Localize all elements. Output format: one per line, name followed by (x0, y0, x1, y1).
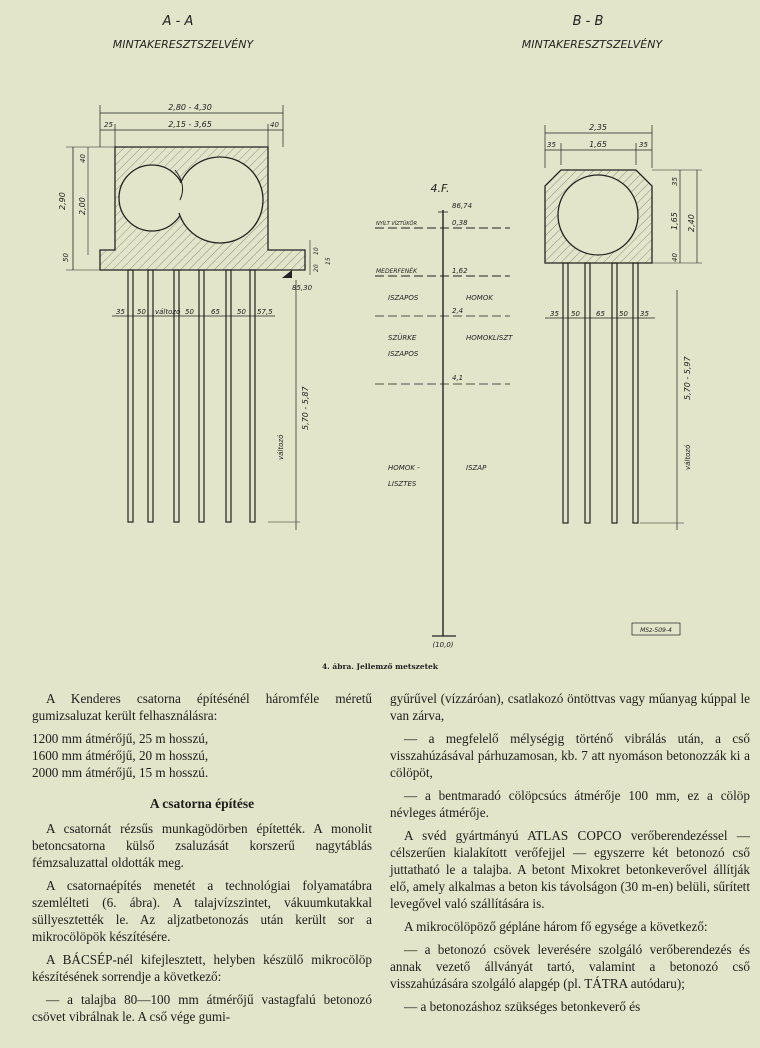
paragraph: A svéd gyártmányú ATLAS COPCO verőberendezéssel — célszerűen kialakított verőfejjel — egyszerre két betonozó cső juttatható le a talajba. A betont Mixokret betonkeverővel állítják elő, amely alkalmas a beton kis távolságon (30 m-en) belüli, sűrített levegővel való szállítására is. (390, 828, 750, 911)
paragraph: — a betonozó csövek leverésére szolgáló verőberendezés és annak vezető állványát tartó, valamint a betonozó cső visszahúzására szolgáló alapgép (pl. TÁTRA autódaru); (390, 942, 750, 991)
right-piles (563, 263, 638, 523)
layer1-right: HOMOK (466, 294, 493, 302)
soil-profile (375, 182, 513, 649)
layer2-left-a: SZÜRKE (388, 334, 417, 342)
figure-caption: 4. ábra. Jellemző metszetek (321, 662, 439, 670)
size-item: 1600 mm átmérőjű, 20 m hosszú, (32, 748, 209, 763)
right-dim-h165: 1,65 (670, 212, 679, 230)
left-pile-dim-7: 57,5 (257, 308, 273, 316)
drawing-stamp: MSz-509-4 (640, 627, 672, 634)
right-pile-dim-1: 35 (550, 310, 559, 318)
right-cross-section (545, 123, 702, 635)
left-dim-25: 25 (104, 121, 113, 129)
left-valtozo: változó (277, 434, 285, 460)
left-pile-dim-4: 50 (185, 308, 194, 316)
paragraph: A csatornaépítés menetét a technológiai folyamatábra szemlélteti (6. ábra). A talajvízszintet, vákuumkutakkal süllyesztették le. Az aljzatbetonozás után került sor a mikrocölöpök készítésére. (32, 878, 372, 944)
right-dim-total: 2,35 (589, 123, 607, 132)
layer1-left: ISZAPOS (388, 294, 419, 302)
paragraph: — a talajba 80—100 mm átmérőjű vastagfalú betonozó csövet vibrálnak le. A cső vége gumi- (32, 992, 372, 1024)
paragraph: A BÁCSÉP-nél kifejlesztett, helyben készülő mikrocölöp készítésének sorrendje a következő: (32, 952, 372, 984)
right-text-column (390, 690, 750, 1021)
left-pile-dim-2: 50 (137, 308, 146, 316)
right-section-subtitle: MINTAKERESZTSZELVÉNY (521, 38, 663, 51)
left-pile-dim-1: 35 (116, 308, 125, 316)
right-dim-h35: 35 (671, 177, 679, 186)
right-pile-dim-4: 50 (619, 310, 628, 318)
intro-paragraph: A Kenderes csatorna építésénél háromféle méretű gumizsaluzat került felhasználásra: (32, 691, 372, 723)
left-level: 85,30 (292, 284, 313, 292)
left-dim-10: 10 (313, 247, 320, 255)
left-pile-length: 5,70 - 5,87 (301, 386, 310, 430)
right-pile-length: 5,70 - 5,97 (683, 356, 692, 400)
layer2-left-b: ISZAPOS (388, 350, 419, 358)
left-dim-total: 2,80 - 4,30 (168, 103, 212, 112)
left-section-title: A - A (162, 14, 194, 29)
layer3-left-b: LISZTES (388, 480, 417, 488)
left-section-subtitle: MINTAKERESZTSZELVÉNY (112, 38, 254, 51)
section-heading: A csatorna építése (149, 796, 255, 811)
depth-41: 4,1 (452, 374, 464, 382)
right-dim-inner: 1,65 (589, 140, 607, 149)
size-list (32, 730, 372, 781)
right-dim-35a: 35 (547, 141, 556, 149)
bed-label: MEDERFENÉK (376, 268, 418, 275)
water-value: 0,38 (452, 219, 468, 227)
soil-bottom: (10,0) (432, 641, 454, 649)
paragraph: — a megfelelő mélységig történő vibrálás után, a cső visszahúzásával párhuzamosan, kb. 7 att nyomáson betonozzák ki a cölöpöt, (390, 731, 750, 780)
layer3-right: ISZAP (466, 464, 487, 472)
right-pile-dim-5: 35 (640, 310, 649, 318)
size-item: 1200 mm átmérőjű, 25 m hosszú, (32, 731, 209, 746)
left-pile-dim-5: 65 (211, 308, 220, 316)
layer3-left-a: HOMOK - (388, 464, 420, 472)
left-dim-40: 40 (270, 121, 279, 129)
left-dim-h50: 50 (62, 253, 70, 262)
left-dim-15: 15 (325, 257, 332, 265)
right-dim-35b: 35 (639, 141, 648, 149)
left-dim-40v: 40 (79, 154, 87, 163)
soil-header: 4.F. (430, 182, 450, 195)
left-dim-20: 20 (313, 264, 320, 272)
right-dim-h40: 40 (671, 253, 679, 262)
paragraph: — a bentmaradó cölöpcsúcs átmérője 100 mm, ez a cölöp névleges átmérője. (390, 788, 750, 820)
right-valtozo: változó (684, 444, 692, 470)
right-pile-dim-3: 65 (596, 310, 605, 318)
bed-value: 1,62 (452, 267, 468, 275)
paragraph: A mikrocölöpöző gépláne három fő egysége a következő: (404, 919, 708, 934)
right-dim-h240: 2,40 (687, 214, 696, 232)
paragraph: A csatornát rézsűs munkagödörben építették. A monolit betoncsatorna külső zsaluzását korszerű nagytáblás fémzsaluzattal oldották meg. (32, 821, 372, 870)
size-item: 2000 mm átmérőjű, 15 m hosszú. (32, 765, 209, 780)
paragraph: — a betonozáshoz szükséges betonkeverő és (404, 999, 641, 1014)
left-dim-h200: 2,00 (78, 197, 87, 215)
right-section-title: B - B (572, 14, 604, 29)
water-label: NYÍLT VÍZTÜKÖR (376, 221, 417, 227)
left-pile-dim-6: 50 (237, 308, 246, 316)
left-cross-section (58, 103, 332, 530)
left-dim-h290: 2,90 (58, 192, 67, 210)
soil-top-level: 86,74 (452, 202, 473, 210)
paragraph: gyűrűvel (vízzáróan), csatlakozó öntöttvas vagy műanyag kúppal le van zárva, (390, 691, 750, 723)
right-pile-dim-2: 50 (571, 310, 580, 318)
left-pile-dim-3: változó (155, 308, 181, 316)
depth-24: 2,4 (452, 307, 464, 315)
left-dim-inner: 2,15 - 3,65 (168, 120, 212, 129)
layer2-right: HOMOKLISZT (466, 334, 513, 342)
left-text-column (32, 690, 372, 1031)
